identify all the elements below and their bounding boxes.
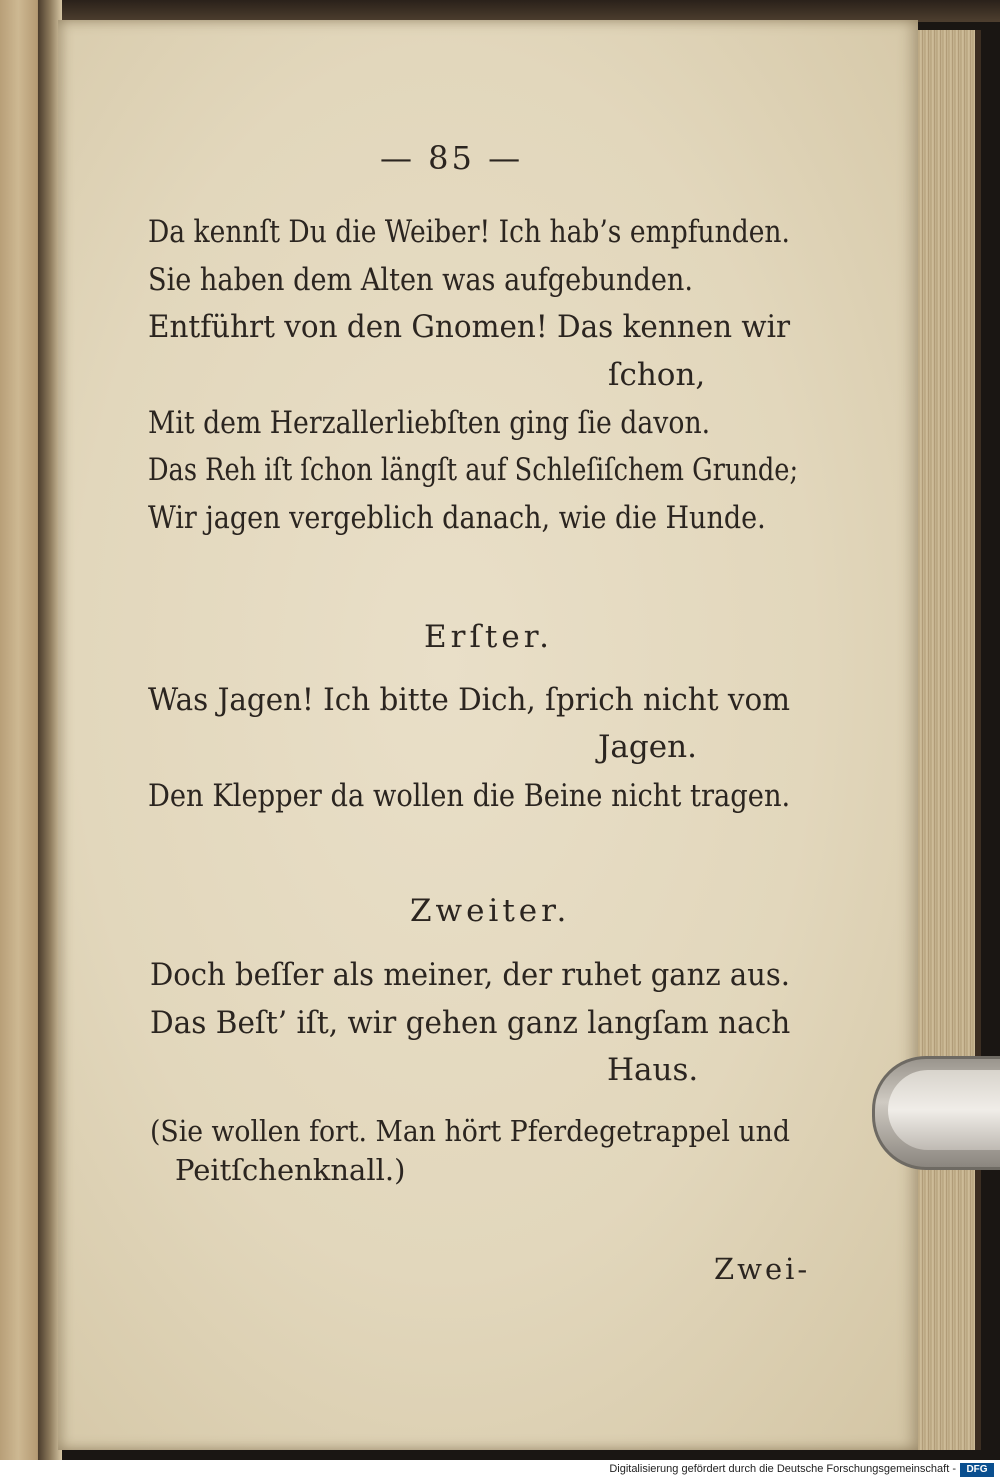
page-number: — 85 — xyxy=(380,139,524,177)
verse-line: Den Klepper da wollen die Beine nicht tragen. xyxy=(148,778,791,814)
verse-line: Wir jagen vergeblich danach, wie die Hunde. xyxy=(148,500,766,536)
speaker-heading: Zweiter. xyxy=(410,893,571,929)
funding-credit: Digitalisierung gefördert durch die Deutsche Forschungsgemeinschaft - xyxy=(609,1463,956,1475)
catchword: Zwei- xyxy=(714,1252,811,1286)
stage-direction: (Sie wollen fort. Man hört Pferdegetrappel und xyxy=(150,1114,790,1148)
book-cover-top-edge xyxy=(0,0,1000,22)
verse-line: Entführt von den Gnomen! Das kennen wir xyxy=(148,309,791,345)
verse-line-continuation: ſchon, xyxy=(608,357,706,393)
verse-line: Da kennſt Du die Weiber! Ich hab’s empfunden. xyxy=(148,214,790,250)
verse-line: Sie haben dem Alten was aufgebunden. xyxy=(148,262,694,298)
verse-line-continuation: Haus. xyxy=(607,1052,699,1088)
verse-line: Doch beſſer als meiner, der ruhet ganz aus. xyxy=(150,957,791,993)
verse-line: Mit dem Herzallerliebſten ging ſie davon. xyxy=(148,405,711,441)
verse-line: Was Jagen! Ich bitte Dich, ſprich nicht vom xyxy=(148,682,791,718)
speaker-heading: Erſter. xyxy=(424,619,553,655)
scanner-clip-highlight xyxy=(888,1070,1000,1150)
dfg-logo: DFG xyxy=(960,1463,994,1477)
verse-line-continuation: Jagen. xyxy=(598,729,697,765)
verse-line: Das Reh iſt ſchon längſt auf Schleſiſchem Grunde; xyxy=(148,452,799,488)
stage-direction-continuation: Peitſchenknall.) xyxy=(175,1153,406,1187)
verse-line: Das Beſt’ iſt, wir gehen ganz langſam nach xyxy=(150,1005,791,1041)
